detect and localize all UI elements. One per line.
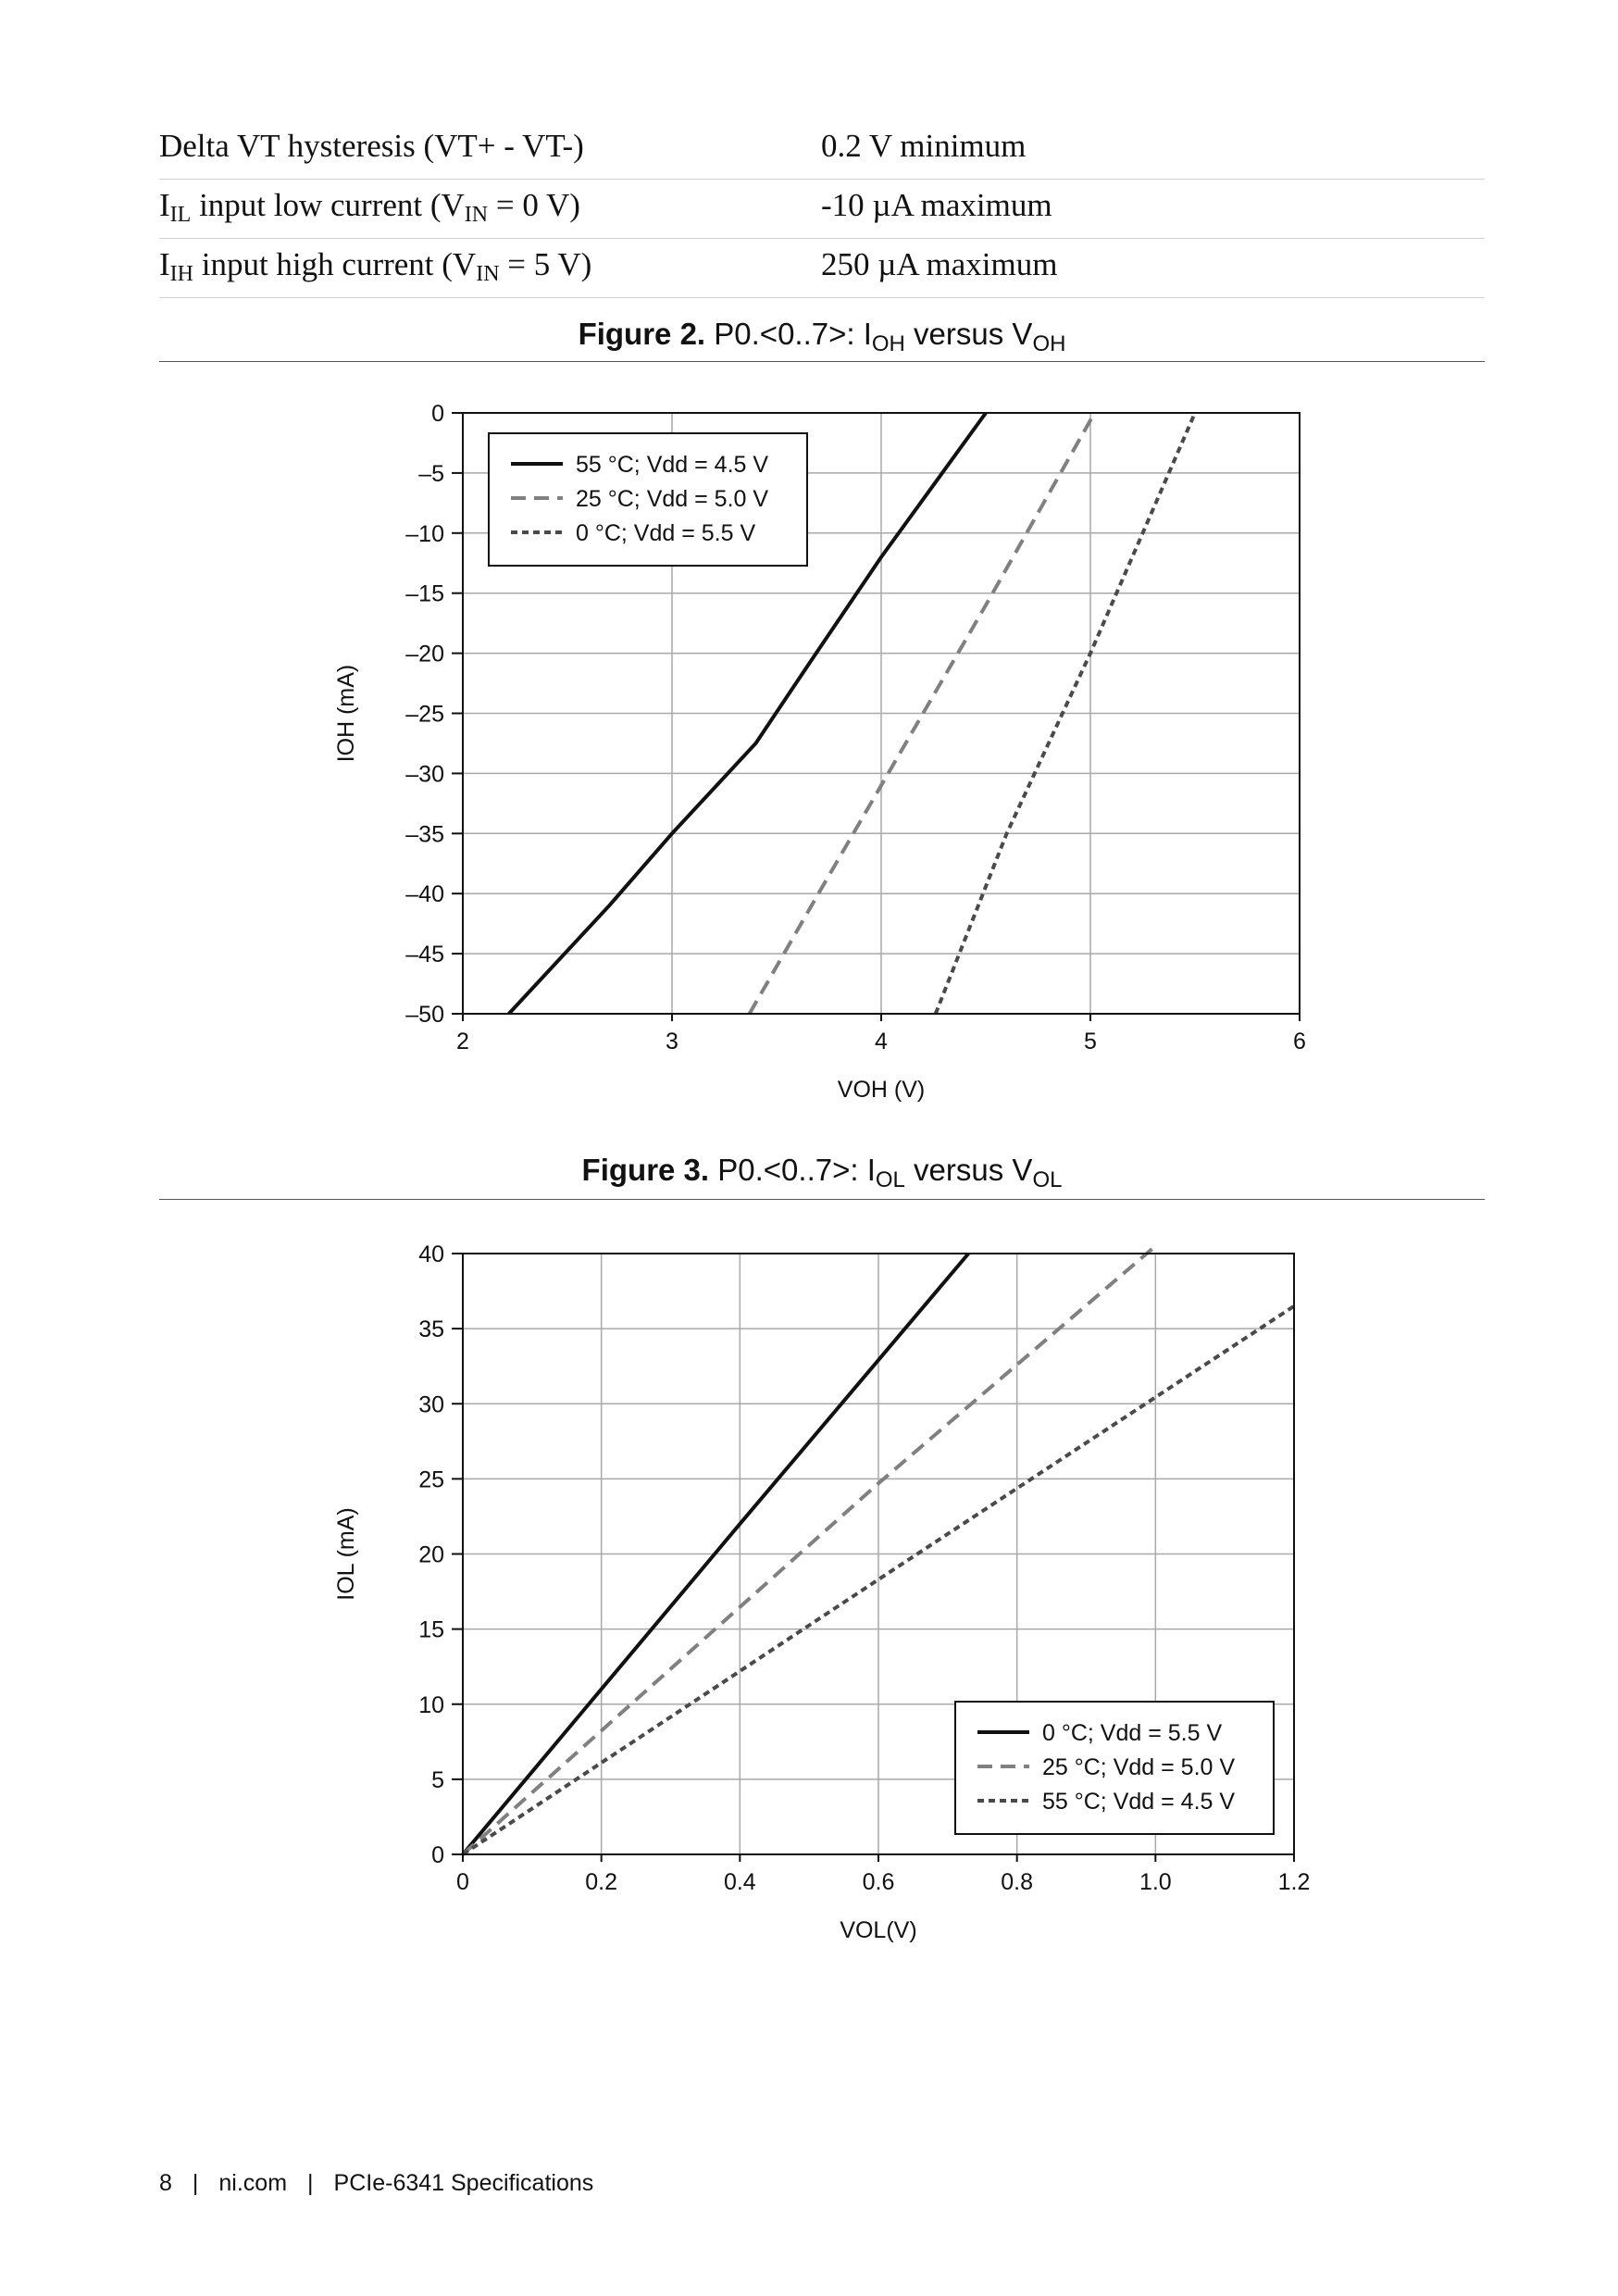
y-tick-label: –5 [418,460,444,487]
legend-item-label: 0 °C; Vdd = 5.5 V [576,520,756,546]
x-tick-label: 4 [875,1029,888,1054]
x-tick-label: 2 [456,1029,469,1054]
y-tick-label: –45 [405,942,444,968]
y-tick-label: –50 [405,1002,444,1028]
spec-param: $I_{IL}$ input low current ($V_{IN} = 0$ V) [159,187,580,227]
x-axis-label: VOH (V) [837,1077,926,1103]
y-tick-label: 0 [431,401,444,427]
legend-item-label: 25 °C; Vdd = 5.0 V [1042,1754,1236,1780]
y-tick-label: –30 [405,761,444,788]
legend-item-label: 25 °C; Vdd = 5.0 V [576,486,769,512]
spec-value: 0.2 V minimum [821,128,1027,164]
legend-item-label: 0 °C; Vdd = 5.5 V [1042,1720,1223,1746]
x-tick-label: 0.6 [862,1869,895,1895]
figure-2-title: Figure 2. P0.<0..7>: $I_{OH}$ versus $V_{OH}$ [578,317,1066,356]
y-tick-label: 5 [431,1766,444,1793]
x-tick-label: 5 [1084,1029,1097,1054]
chart-legend [955,1702,1274,1834]
y-tick-label: 30 [418,1391,444,1418]
y-tick-label: –10 [405,520,444,547]
footer-separator: | [307,2170,314,2196]
y-tick-label: 35 [418,1316,444,1343]
spec-param: $I_{IH}$ input high current ($V_{IN} = 5$ V) [159,246,592,286]
y-tick-label: –20 [405,641,444,668]
y-tick-label: 10 [418,1691,444,1718]
x-tick-label: 1.0 [1139,1869,1172,1895]
y-tick-label: 20 [418,1541,444,1568]
y-tick-label: –35 [405,821,444,848]
legend-item-label: 55 °C; Vdd = 4.5 V [1042,1789,1236,1815]
spec-value: -10 µA maximum [821,187,1052,223]
y-tick-label: –25 [405,701,444,728]
y-tick-label: 15 [418,1616,444,1643]
footer-doc-title: PCIe-6341 Specifications [333,2170,594,2196]
y-tick-label: –15 [405,580,444,607]
x-tick-label: 0.2 [585,1869,618,1895]
x-tick-label: 0.4 [723,1869,756,1895]
y-tick-label: –40 [405,881,444,908]
footer-separator: | [192,2170,199,2196]
page-number: 8 [159,2170,172,2196]
spec-param: Delta VT hysteresis (VT+ - VT-) [159,128,584,164]
y-tick-label: 0 [431,1842,444,1868]
x-axis-label: VOL(V) [840,1917,917,1943]
x-tick-label: 0.8 [1001,1869,1034,1895]
footer-site-link[interactable]: ni.com [218,2170,288,2196]
x-tick-label: 3 [666,1029,678,1054]
figure-3-title: Figure 3. P0.<0..7>: $I_{OL}$ versus $V_{OL}$ [581,1153,1063,1192]
page-footer [159,2170,593,2197]
x-tick-label: 1.2 [1277,1869,1311,1895]
x-tick-label: 6 [1293,1029,1306,1054]
legend-item-label: 55 °C; Vdd = 4.5 V [576,452,769,478]
y-tick-label: 40 [418,1242,444,1267]
x-tick-label: 0 [456,1869,469,1895]
y-axis-label: IOL (mA) [333,1507,359,1601]
y-tick-label: 25 [418,1466,444,1493]
spec-value: 250 µA maximum [821,246,1058,282]
y-axis-label: IOH (mA) [333,664,359,763]
